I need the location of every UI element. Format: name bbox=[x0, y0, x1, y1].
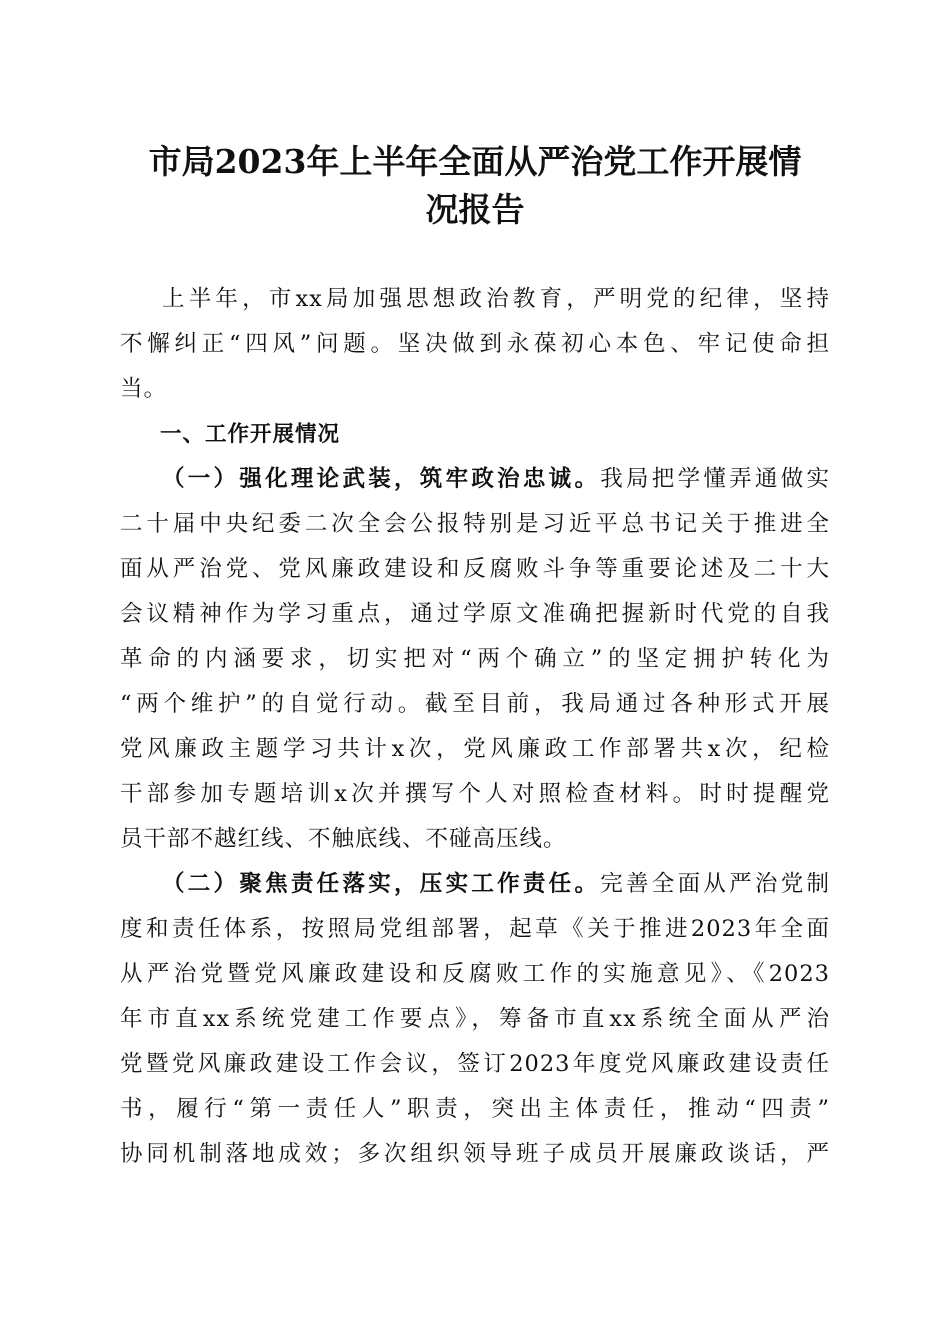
paragraph-2-line-2: 度和责任体系，按照局党组部署，起草《关于推进2023年全面 bbox=[120, 916, 830, 942]
paragraph-2-line-3: 从严治党暨党风廉政建设和反腐败工作的实施意见》、《2023 bbox=[120, 961, 830, 987]
document-page bbox=[120, 0, 830, 1177]
paragraph-1-line-7: 党风廉政主题学习共计x次，党风廉政工作部署共x次，纪检 bbox=[120, 736, 830, 762]
paragraph-1-line-2: 二十届中央纪委二次全会公报特别是习近平总书记关于推进全 bbox=[120, 511, 830, 537]
paragraph-2-lead: （二）聚焦责任落实，压实工作责任。 bbox=[162, 871, 601, 897]
section-heading: 一、工作开展情况 bbox=[160, 422, 341, 447]
paragraph-2 bbox=[120, 862, 830, 1177]
paragraph-1-line-8: 干部参加专题培训x次并撰写个人对照检查材料。时时提醒党 bbox=[120, 781, 830, 807]
paragraph-1 bbox=[120, 457, 830, 862]
paragraph-1-line-4: 会议精神作为学习重点，通过学原文准确把握新时代党的自我 bbox=[120, 601, 830, 627]
paragraph-1-lead: （一）强化理论武装，筑牢政治忠诚。 bbox=[162, 466, 601, 492]
title-line-1: 市局2023年上半年全面从严治党工作开展情 bbox=[148, 142, 802, 181]
intro-line-3: 当。 bbox=[120, 376, 168, 402]
intro-paragraph bbox=[120, 277, 830, 412]
paragraph-1-line-3: 面从严治党、党风廉政建设和反腐败斗争等重要论述及二十大 bbox=[120, 556, 830, 582]
paragraph-1-line-6: “两个维护”的自觉行动。截至目前，我局通过各种形式开展 bbox=[120, 691, 830, 717]
paragraph-2-first-rest: 完善全面从严治党制 bbox=[600, 871, 830, 897]
document-title bbox=[120, 138, 830, 234]
title-line-2: 况报告 bbox=[425, 190, 525, 229]
document-body bbox=[120, 277, 830, 1177]
paragraph-2-line-7: 协同机制落地成效；多次组织领导班子成员开展廉政谈话，严 bbox=[120, 1141, 830, 1167]
paragraph-1-line-5: 革命的内涵要求，切实把对“两个确立”的坚定拥护转化为 bbox=[120, 646, 830, 672]
paragraph-2-line-1 bbox=[120, 862, 830, 907]
intro-line-1: 上半年，市xx局加强思想政治教育，严明党的纪律，坚持 bbox=[162, 286, 830, 312]
paragraph-2-line-4: 年市直xx系统党建工作要点》，筹备市直xx系统全面从严治 bbox=[120, 1006, 830, 1032]
intro-line-2: 不懈纠正“四风”问题。坚决做到永葆初心本色、牢记使命担 bbox=[120, 331, 830, 357]
paragraph-1-line-1 bbox=[120, 457, 830, 502]
paragraph-1-line-9: 员干部不越红线、不触底线、不碰高压线。 bbox=[120, 826, 567, 852]
paragraph-1-first-rest: 我局把学懂弄通做实 bbox=[600, 466, 830, 492]
paragraph-2-line-5: 党暨党风廉政建设工作会议，签订2023年度党风廉政建设责任 bbox=[120, 1051, 830, 1077]
paragraph-2-line-6: 书，履行“第一责任人”职责，突出主体责任，推动“四责” bbox=[120, 1096, 830, 1122]
